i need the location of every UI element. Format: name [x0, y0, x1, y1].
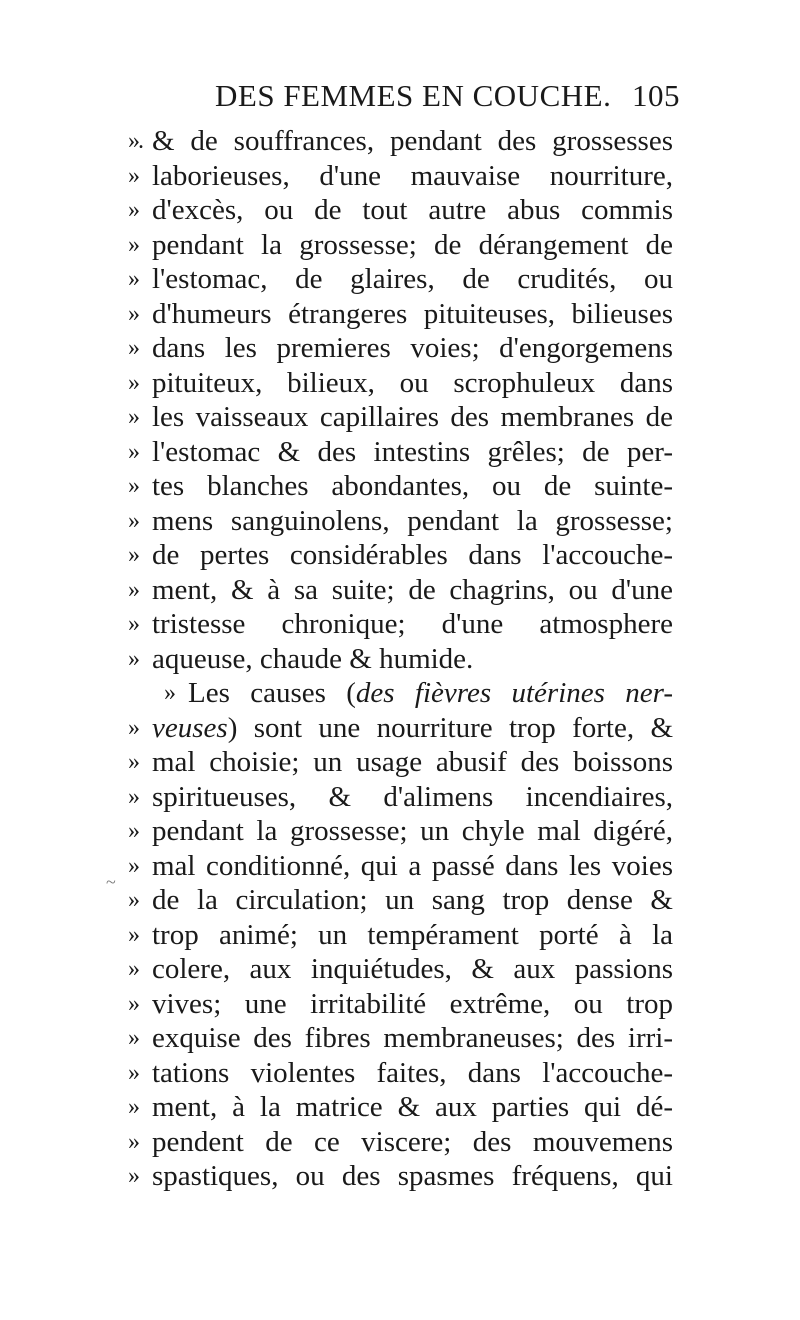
quote-mark: » [128, 852, 138, 879]
line-text: exquise des fibres membraneuses; des irri- [152, 1022, 673, 1054]
line-text: pendant la grossesse; de dérangement de [152, 228, 673, 261]
line-text: ment, à la matrice & aux parties qui dé- [152, 1091, 673, 1123]
quote-mark: » [128, 921, 138, 948]
line-text: pendant la grossesse; un chyle mal digéré, [152, 815, 673, 847]
page-number: 105 [632, 78, 680, 113]
line-text: de la circulation; un sang trop dense & [152, 884, 673, 916]
text-line [128, 1159, 673, 1194]
quote-mark: » [128, 749, 138, 775]
line-text: trop animé; un tempérament porté à la [152, 918, 673, 951]
quote-mark: » [128, 162, 138, 189]
text-line [128, 228, 673, 263]
text-line [128, 366, 673, 401]
quote-mark: » [128, 818, 138, 844]
line-text: l'estomac, de glaires, de crudités, ou [152, 263, 673, 295]
text-line [128, 642, 673, 677]
quote-mark: » [128, 783, 138, 810]
text-line [128, 159, 673, 194]
text-line [128, 504, 673, 539]
text-line [128, 676, 673, 711]
text-line [128, 124, 673, 159]
text-line [128, 1090, 673, 1125]
quote-mark: » [128, 956, 138, 982]
line-text: ment, & à sa suite; de chagrins, ou d'une [152, 573, 673, 606]
line-text: aqueuse, chaude & humide. [152, 642, 474, 675]
quote-mark: » [128, 542, 138, 568]
quote-mark: » [128, 576, 138, 603]
body-text [128, 124, 673, 1194]
quote-mark: » [128, 335, 138, 361]
quote-mark: » [128, 197, 138, 223]
text-line [128, 745, 673, 780]
quote-mark: » [164, 680, 174, 706]
text-line [128, 400, 673, 435]
quote-mark: » [128, 1128, 138, 1155]
text-line [128, 780, 673, 815]
quote-mark: » [128, 1059, 138, 1086]
quote-mark: » [128, 645, 138, 672]
quote-mark: » [128, 231, 138, 258]
line-text: spastiques, ou des spasmes fréquens, qui [152, 1160, 673, 1192]
line-text: mal choisie; un usage abusif des boissons [152, 746, 673, 778]
line-text: tristesse chronique; d'une atmosphere [152, 608, 673, 640]
text-line [128, 607, 673, 642]
line-text: mens sanguinolens, pendant la grossesse; [152, 504, 673, 537]
line-text: d'humeurs étrangeres pituiteuses, bilieuses [152, 297, 673, 330]
line-text-italic: des fièvres utérines ner- [355, 677, 674, 709]
quote-mark: » [128, 611, 138, 637]
quote-mark: » [128, 1094, 138, 1120]
line-text: tations violentes faites, dans l'accouche- [152, 1056, 673, 1089]
text-line [128, 297, 673, 332]
text-line [128, 1125, 673, 1160]
line-text: dans les premieres voies; d'engorgemens [152, 332, 673, 364]
text-line [128, 193, 673, 228]
quote-mark: » [128, 887, 138, 913]
line-text: l'estomac & des intestins grêles; de per- [152, 435, 673, 468]
quote-mark: » [128, 266, 138, 292]
text-line [128, 952, 673, 987]
running-title: DES FEMMES EN COUCHE. [215, 78, 612, 113]
line-text: tes blanches abondantes, ou de suinte- [152, 470, 673, 502]
line-text-roman: Les causes ( [188, 677, 356, 709]
line-text: d'excès, ou de tout autre abus commis [152, 194, 673, 226]
text-line [128, 435, 673, 470]
line-text: de pertes considérables dans l'accouche- [152, 539, 673, 571]
margin-mark: ~ [106, 872, 116, 892]
quote-mark: » [128, 1025, 138, 1051]
quote-mark: » [128, 990, 138, 1017]
line-text: pituiteux, bilieux, ou scrophuleux dans [152, 366, 673, 399]
text-line [128, 538, 673, 573]
text-line [128, 883, 673, 918]
line-text: & de souffrances, pendant des grossesses [152, 125, 673, 157]
line-text: laborieuses, d'une mauvaise nourriture, [152, 159, 673, 192]
quote-mark: » [128, 714, 138, 741]
text-line [128, 918, 673, 953]
quote-mark: » [128, 473, 138, 499]
line-text-roman: ) sont une nourriture trop forte, & [227, 711, 673, 744]
quote-mark: » [128, 404, 138, 430]
line-text: spiritueuses, & d'alimens incendiaires, [152, 780, 673, 813]
text-line [128, 987, 673, 1022]
text-line [128, 711, 673, 746]
line-text: pendent de ce viscere; des mouvemens [152, 1125, 673, 1158]
quote-mark: » [128, 369, 138, 396]
line-text: les vaisseaux capillaires des membranes de [152, 401, 673, 433]
line-text: colere, aux inquiétudes, & aux passions [152, 953, 673, 985]
text-line [128, 849, 673, 884]
text-line [128, 573, 673, 608]
quote-mark: » [128, 1163, 138, 1189]
quote-mark: ». [128, 128, 142, 154]
text-line [128, 469, 673, 504]
quote-mark: » [128, 438, 138, 465]
text-line [128, 331, 673, 366]
text-line [128, 1056, 673, 1091]
text-line [128, 814, 673, 849]
quote-mark: » [128, 507, 138, 534]
text-line [128, 1021, 673, 1056]
running-header [215, 78, 680, 118]
line-text: vives; une irritabilité extrême, ou trop [152, 987, 673, 1020]
quote-mark: » [128, 300, 138, 327]
line-text [188, 676, 673, 711]
text-line [128, 262, 673, 297]
line-text [152, 711, 673, 746]
line-text-italic: veuses [152, 711, 228, 744]
line-text: mal conditionné, qui a passé dans les voies [152, 849, 673, 882]
